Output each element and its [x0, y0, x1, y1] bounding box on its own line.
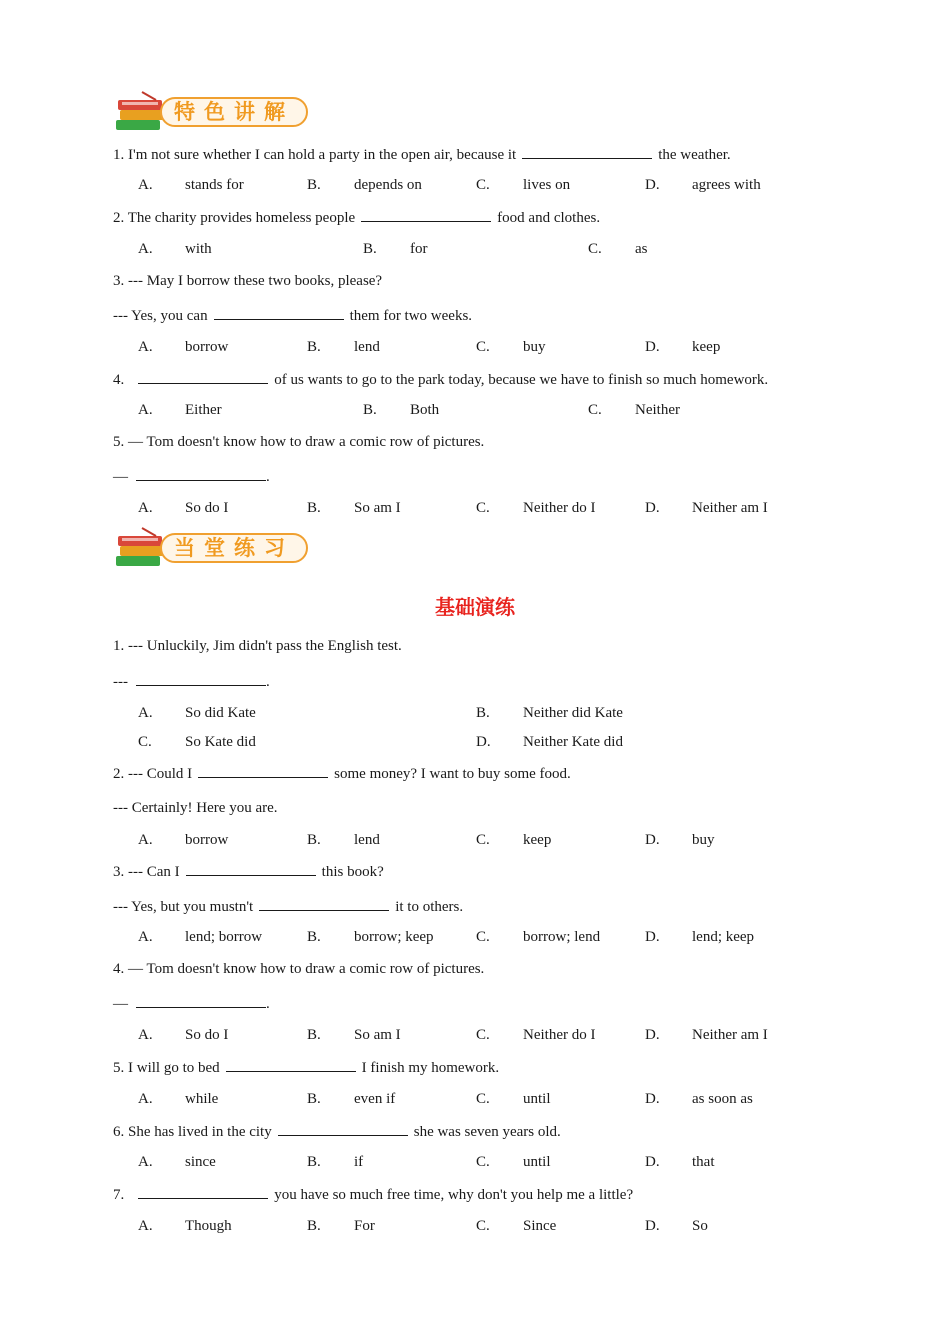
option-letter: B.	[363, 402, 377, 418]
option-text: buy	[523, 339, 546, 355]
option-letter: B.	[307, 500, 321, 516]
option-text: Neither Kate did	[523, 734, 623, 750]
option-text: until	[523, 1091, 551, 1107]
question-3-text: 3. --- May I borrow these two books, please?	[113, 273, 383, 289]
practice-question-2-text: 2. --- Could I some money? I want to buy some food.	[113, 763, 571, 784]
option-letter: A.	[138, 500, 153, 516]
answer-blank	[522, 144, 652, 159]
option-text: Both	[410, 402, 440, 418]
banner-title: 特色讲解	[174, 100, 294, 124]
answer-blank	[226, 1057, 356, 1072]
option-text: lend	[354, 832, 380, 848]
option-text: So do I	[185, 500, 229, 516]
option-text: stands for	[185, 177, 244, 193]
option-letter: D.	[645, 832, 660, 848]
practice-question-5-text: 5. I will go to bed I finish my homework.	[113, 1057, 499, 1078]
option-letter: A.	[138, 241, 153, 257]
option-letter: B.	[307, 929, 321, 945]
option-letter: C.	[588, 402, 602, 418]
option-letter: D.	[645, 1154, 660, 1170]
option-letter: A.	[138, 177, 153, 193]
section-banner	[112, 526, 312, 572]
option-text: as	[635, 241, 648, 257]
option-letter: A.	[138, 832, 153, 848]
answer-blank	[186, 861, 316, 876]
answer-blank	[214, 305, 344, 320]
answer-blank	[361, 207, 491, 222]
option-text: Since	[523, 1218, 557, 1234]
question-2-text: 2. The charity provides homeless people food and clothes.	[113, 207, 600, 228]
option-letter: B.	[307, 1027, 321, 1043]
question-5-response: — .	[113, 466, 270, 487]
option-text: So did Kate	[185, 705, 256, 721]
option-text: borrow	[185, 832, 229, 848]
option-letter: B.	[476, 705, 490, 721]
option-letter: D.	[645, 1027, 660, 1043]
option-letter: B.	[307, 1154, 321, 1170]
option-text: until	[523, 1154, 551, 1170]
option-text: lives on	[523, 177, 571, 193]
option-letter: D.	[645, 1091, 660, 1107]
practice-question-4-response: — .	[113, 993, 270, 1014]
option-letter: C.	[476, 339, 490, 355]
option-letter: A.	[138, 1218, 153, 1234]
option-text: So am I	[354, 1027, 401, 1043]
option-letter: B.	[307, 832, 321, 848]
option-text: For	[354, 1218, 375, 1234]
option-letter: C.	[476, 1218, 490, 1234]
answer-blank	[278, 1121, 408, 1136]
option-text: even if	[354, 1091, 396, 1107]
option-text: So	[692, 1218, 708, 1234]
option-text: since	[185, 1154, 216, 1170]
option-text: borrow; keep	[354, 929, 434, 945]
option-letter: C.	[588, 241, 602, 257]
option-text: So do I	[185, 1027, 229, 1043]
option-text: keep	[692, 339, 721, 355]
option-letter: C.	[476, 1027, 490, 1043]
option-letter: C.	[138, 734, 152, 750]
answer-blank	[138, 1184, 268, 1199]
option-text: Neither	[635, 402, 680, 418]
option-text: agrees with	[692, 177, 761, 193]
option-letter: C.	[476, 1091, 490, 1107]
practice-question-4-text: 4. — Tom doesn't know how to draw a comic row of pictures.	[113, 961, 485, 977]
option-text: that	[692, 1154, 715, 1170]
answer-blank	[136, 993, 266, 1008]
option-letter: B.	[307, 177, 321, 193]
section-banner	[112, 90, 312, 136]
option-text: Neither do I	[523, 1027, 596, 1043]
option-text: Neither did Kate	[523, 705, 623, 721]
option-letter: A.	[138, 339, 153, 355]
question-4-text: 4. of us wants to go to the park today, because we have to finish so much homework.	[113, 369, 768, 390]
practice-question-1-text: 1. --- Unluckily, Jim didn't pass the English test.	[113, 638, 402, 654]
question-5-text: 5. — Tom doesn't know how to draw a comic row of pictures.	[113, 434, 485, 450]
practice-question-3-response: --- Yes, but you mustn't it to others.	[113, 896, 463, 917]
answer-blank	[138, 369, 268, 384]
option-letter: A.	[138, 929, 153, 945]
question-1-text: 1. I'm not sure whether I can hold a party in the open air, because it the weather.	[113, 144, 731, 165]
option-text: Neither am I	[692, 1027, 768, 1043]
question-3-response: --- Yes, you can them for two weeks.	[113, 305, 472, 326]
option-text: borrow; lend	[523, 929, 601, 945]
option-letter: B.	[307, 1218, 321, 1234]
option-letter: D.	[476, 734, 491, 750]
option-letter: D.	[645, 929, 660, 945]
answer-blank	[136, 466, 266, 481]
option-letter: D.	[645, 500, 660, 516]
option-text: lend	[354, 339, 380, 355]
answer-blank	[259, 896, 389, 911]
practice-question-7-text: 7. you have so much free time, why don't you help me a little?	[113, 1184, 633, 1205]
option-letter: A.	[138, 1027, 153, 1043]
option-text: if	[354, 1154, 364, 1170]
option-letter: B.	[307, 339, 321, 355]
option-letter: C.	[476, 177, 490, 193]
option-text: buy	[692, 832, 715, 848]
banner-title: 当堂练习	[174, 536, 294, 560]
practice-question-1-response: --- .	[113, 671, 270, 692]
option-text: Neither do I	[523, 500, 596, 516]
option-text: keep	[523, 832, 552, 848]
option-text: So am I	[354, 500, 401, 516]
practice-question-3-text: 3. --- Can I this book?	[113, 861, 384, 882]
option-text: So Kate did	[185, 734, 256, 750]
option-letter: D.	[645, 339, 660, 355]
practice-question-2-response: --- Certainly! Here you are.	[113, 800, 278, 816]
option-text: while	[185, 1091, 219, 1107]
option-letter: D.	[645, 1218, 660, 1234]
answer-blank	[136, 671, 266, 686]
option-letter: C.	[476, 929, 490, 945]
option-letter: A.	[138, 705, 153, 721]
option-text: lend; borrow	[185, 929, 263, 945]
option-text: Either	[185, 402, 222, 418]
option-letter: C.	[476, 832, 490, 848]
option-text: borrow	[185, 339, 229, 355]
option-text: lend; keep	[692, 929, 755, 945]
option-letter: B.	[307, 1091, 321, 1107]
option-letter: B.	[363, 241, 377, 257]
option-letter: C.	[476, 1154, 490, 1170]
practice-question-6-text: 6. She has lived in the city she was seven years old.	[113, 1121, 561, 1142]
option-letter: A.	[138, 1091, 153, 1107]
option-letter: A.	[138, 1154, 153, 1170]
option-text: with	[185, 241, 212, 257]
option-text: Though	[185, 1218, 232, 1234]
section-title: 基础演练	[435, 595, 515, 619]
option-text: depends on	[354, 177, 422, 193]
option-letter: A.	[138, 402, 153, 418]
option-letter: C.	[476, 500, 490, 516]
option-text: for	[410, 241, 428, 257]
option-text: Neither am I	[692, 500, 768, 516]
option-text: as soon as	[692, 1091, 753, 1107]
option-letter: D.	[645, 177, 660, 193]
answer-blank	[198, 763, 328, 778]
